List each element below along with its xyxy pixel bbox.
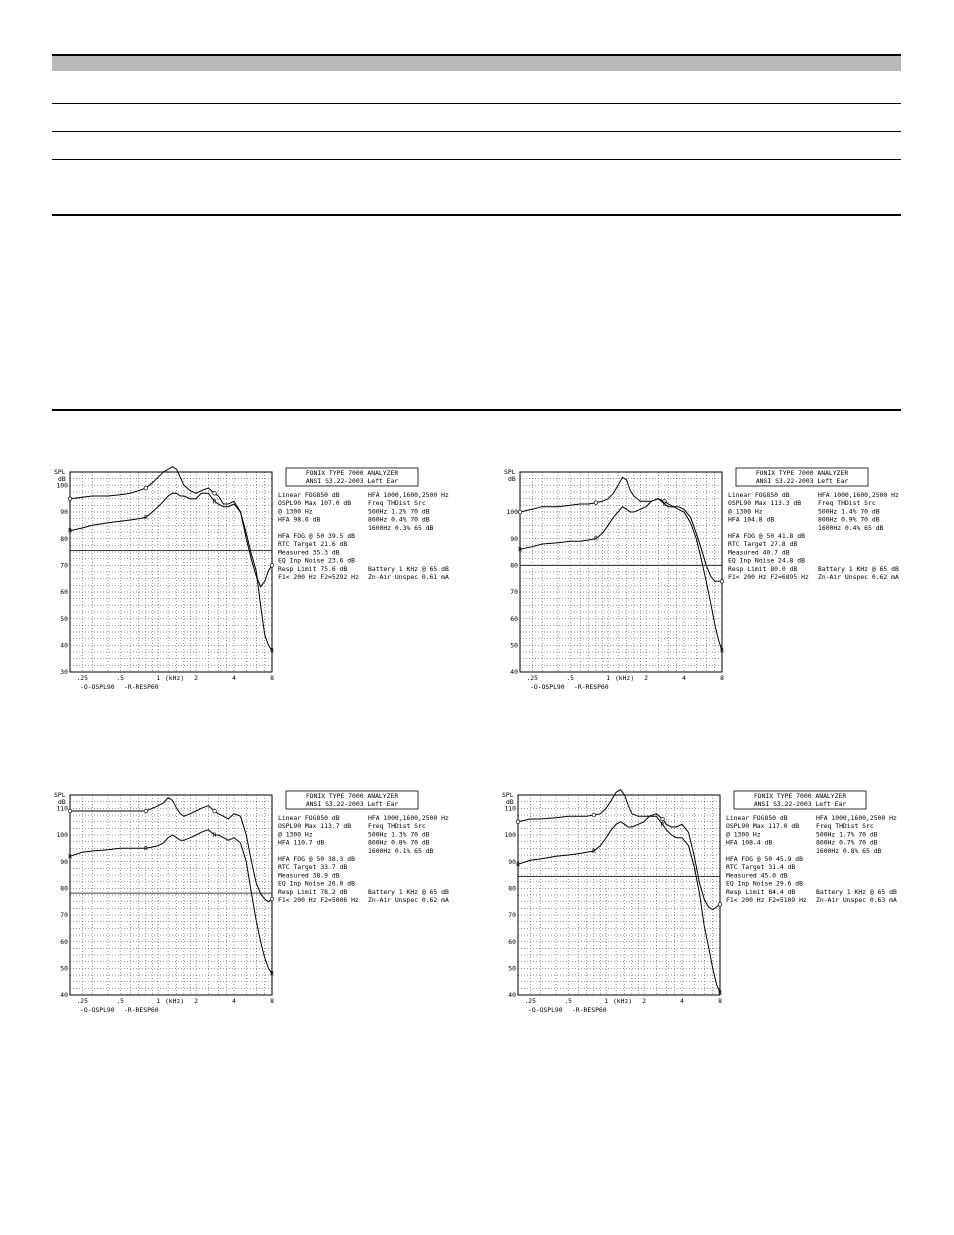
data-point-ospl90 [270,564,274,568]
table-divider [52,103,901,104]
readout-right-line: 500Hz 1.4% 70 dB [818,507,880,516]
x-tick-label: .5 [566,674,575,682]
series-ospl90-line [70,798,272,902]
readout-left-line: RTC Target 33.7 dB [278,863,348,872]
table-divider [52,159,901,160]
y-tick-label: 80 [508,884,516,893]
y-tick-label: 80 [60,884,68,893]
readout-right-line: Freq THDist Src [368,499,426,508]
y-axis-unit: dB [508,475,516,483]
data-point-resp60: R [270,970,274,978]
readout-right-line: Zn-Air Unspec 0.63 mA [816,896,897,904]
x-tick-label: 2 [642,997,647,1005]
readout-right-line: 800Hz 0.4% 70 dB [368,515,430,524]
readout-left-line: OSPL90 Max 113.7 dB [278,822,352,831]
data-point-ospl90 [661,817,665,821]
readout-right-line: 500Hz 1.3% 70 dB [368,830,430,839]
chart-panel-3 [52,789,492,1029]
y-tick-label: 30 [60,668,68,677]
data-point-resp60: R [516,861,520,869]
y-tick-label: 40 [508,991,516,1000]
analyzer-title: FONIX TYPE 7000 ANALYZER [305,469,399,477]
readout-left-line: HFA FOG @ 50 39.5 dB [278,532,355,540]
y-axis-unit: SPL [504,468,516,476]
analyzer-title: FONIX TYPE 7000 ANALYZER [755,469,849,477]
y-tick-label: 40 [510,668,518,677]
section-divider [52,214,901,216]
data-point-resp60: R [718,989,722,997]
y-tick-label: 40 [60,991,68,1000]
y-tick-label: 90 [508,857,516,866]
readout-left-line: RTC Target 27.8 dB [728,540,798,549]
data-point-resp60: R [720,647,724,655]
readout-left-line: Linear FOG850 dB [278,814,340,822]
x-tick-label: 1 [156,674,161,682]
data-point-resp60: R [144,514,148,522]
readout-left-line: RTC Target 31.4 dB [726,863,796,872]
table-header-bar [52,54,901,71]
readout-right-line: 1600Hz 0.8% 65 dB [816,846,882,855]
x-tick-label: 1 [606,674,611,682]
readout-right-line: 500Hz 1.2% 70 dB [368,507,430,516]
readout-right-line: Battery 1 KHz @ 65 dB [368,564,449,573]
readout-left-line: HFA FOG @ 50 45.9 dB [726,855,803,863]
data-point-resp60: R [68,527,72,535]
chart-panel-4 [500,789,940,1029]
readout-right-line: 1600Hz 0.3% 65 dB [368,523,434,532]
readout-left-line: HFA 110.7 dB [278,838,325,847]
x-tick-label: 8 [270,997,274,1005]
section-divider [52,409,901,411]
analyzer-subtitle: ANSI S3.22-2003 Left Ear [755,477,849,485]
readout-left-line: @ 1300 Hz [728,507,763,516]
y-axis-unit: SPL [502,791,514,799]
chart-svg-3 [52,789,492,1029]
y-tick-label: 50 [510,641,518,650]
readout-left-line: OSPL90 Max 107.0 dB [278,499,352,508]
readout-right-line: Freq THDist Src [818,499,876,508]
x-axis-unit: (kHz) [612,997,633,1005]
readout-left-line: HFA 108.4 dB [726,838,773,847]
legend-item-resp60: -R-RESP60 [124,1006,159,1014]
x-tick-label: .25 [76,674,88,682]
legend-item-ospl90: -O-OSPL90 [80,683,115,691]
analyzer-title: FONIX TYPE 7000 ANALYZER [753,792,847,800]
data-point-ospl90 [592,813,596,817]
y-tick-label: 90 [60,508,68,517]
x-tick-label: 2 [194,674,199,682]
readout-right-line: HFA 1000,1600,2500 Hz [818,491,899,499]
readout-right-line: 800Hz 0.7% 70 dB [816,838,878,847]
y-axis-unit: dB [506,798,514,806]
readout-left-line: Linear FOG850 dB [278,491,340,499]
readout-right-line: HFA 1000,1600,2500 Hz [816,814,897,822]
readout-left-line: Measured 38.9 dB [278,871,340,880]
readout-left-line: EQ Inp Noise 26.0 dB [278,879,355,888]
data-point-ospl90 [213,809,217,813]
readout-left-line: F1< 200 Hz F2=5006 Hz [278,896,359,904]
readout-right-line: 500Hz 1.7% 70 dB [816,830,878,839]
data-point-ospl90 [68,809,72,813]
y-tick-label: 70 [60,911,68,920]
x-tick-label: .5 [116,997,125,1005]
y-tick-label: 80 [510,561,518,570]
data-point-resp60: R [660,821,665,829]
readout-right-line: HFA 1000,1600,2500 Hz [368,491,449,499]
readout-left-line: HFA 98.6 dB [278,515,321,524]
data-point-ospl90 [213,492,217,496]
readout-left-line: Resp Limit 78.2 dB [278,887,348,896]
legend-item-resp60: -R-RESP60 [572,1006,607,1014]
y-tick-label: 100 [56,481,68,490]
y-tick-label: 60 [508,937,516,946]
y-tick-label: 70 [60,561,68,570]
x-tick-label: .25 [526,674,538,682]
y-axis-unit: dB [58,798,66,806]
readout-left-line: OSPL90 Max 113.3 dB [728,499,802,508]
data-point-ospl90 [144,486,148,490]
x-tick-label: 1 [604,997,609,1005]
x-axis-unit: (kHz) [614,674,635,682]
x-tick-label: 4 [232,674,236,682]
readout-right-line: Zn-Air Unspec 0.62 mA [818,573,899,581]
readout-right-line: 1600Hz 0.4% 65 dB [818,523,884,532]
data-point-ospl90 [594,501,598,505]
data-point-resp60: R [68,853,72,861]
data-point-ospl90 [718,903,722,907]
readout-left-line: Resp Limit 75.6 dB [278,564,348,573]
readout-left-line: Linear FOG850 dB [728,491,790,499]
y-axis-unit: dB [58,475,66,483]
readout-right-line: 800Hz 0.8% 70 dB [368,838,430,847]
legend-item-resp60: -R-RESP60 [124,683,159,691]
data-point-ospl90 [720,580,724,584]
y-tick-label: 100 [56,831,68,840]
chart-svg-4 [500,789,940,1029]
readout-left-line: Resp Limit 80.0 dB [728,564,798,573]
readout-right-line: Zn-Air Unspec 0.61 mA [368,573,449,581]
readout-right-line: Zn-Air Unspec 0.62 mA [368,896,449,904]
x-tick-label: 2 [194,997,199,1005]
x-tick-label: .5 [116,674,125,682]
legend-item-ospl90: -O-OSPL90 [530,683,565,691]
data-point-resp60: R [212,832,217,839]
readout-left-line: @ 1300 Hz [278,830,313,839]
x-tick-label: 2 [644,674,649,682]
readout-left-line: F1< 200 Hz F2=5109 Hz [726,896,807,904]
x-axis-unit: (kHz) [164,997,185,1005]
data-point-resp60: R [270,647,274,655]
y-tick-label: 50 [60,964,68,973]
readout-right-line: Battery 1 KHz @ 65 dB [816,887,897,896]
x-tick-label: 8 [718,997,722,1005]
x-tick-label: 8 [720,674,724,682]
x-tick-label: .5 [564,997,573,1005]
readout-left-line: Resp Limit 84.4 dB [726,887,796,896]
y-axis-unit: SPL [54,791,66,799]
legend-item-ospl90: -O-OSPL90 [80,1006,115,1014]
y-tick-label: 60 [60,937,68,946]
data-point-resp60: R [592,848,596,855]
data-point-ospl90 [518,510,522,514]
table-divider [52,131,901,132]
chart-svg-1 [52,466,492,706]
analyzer-subtitle: ANSI S3.22-2003 Left Ear [753,800,847,808]
readout-right-line: Battery 1 KHz @ 65 dB [818,564,899,573]
data-point-resp60: R [594,535,598,543]
analyzer-subtitle: ANSI S3.22-2003 Left Ear [305,477,399,485]
readout-left-line: F1< 200 Hz F2=6895 Hz [728,573,809,581]
y-tick-label: 90 [60,857,68,866]
y-tick-label: 110 [56,804,68,813]
y-tick-label: 80 [60,534,68,543]
chart-svg-2 [502,466,942,706]
y-tick-label: 110 [504,804,516,813]
y-tick-label: 100 [506,508,518,517]
readout-left-line: HFA 104.8 dB [728,515,775,524]
x-tick-label: 1 [156,997,161,1005]
readout-left-line: HFA FOG @ 50 41.8 dB [728,532,805,540]
chart-panel-2 [502,466,942,706]
y-tick-label: 100 [504,831,516,840]
readout-left-line: @ 1300 Hz [726,830,761,839]
data-point-resp60: R [518,546,522,554]
x-tick-label: 4 [682,674,686,682]
data-point-ospl90 [144,809,148,813]
data-point-resp60: R [662,501,667,508]
analyzer-subtitle: ANSI S3.22-2003 Left Ear [305,800,399,808]
y-tick-label: 60 [60,588,68,597]
x-tick-label: .25 [524,997,536,1005]
readout-left-line: RTC Target 21.6 dB [278,540,348,549]
data-point-ospl90 [68,497,72,501]
readout-right-line: Freq THDist Src [368,822,426,831]
x-tick-label: 4 [232,997,236,1005]
legend-item-resp60: -R-RESP60 [574,683,609,691]
y-tick-label: 40 [60,641,68,650]
readout-left-line: EQ Inp Noise 24.8 dB [728,556,805,565]
readout-left-line: F1< 200 Hz F2=5292 Hz [278,573,359,581]
x-tick-label: .25 [76,997,88,1005]
readout-left-line: HFA FOG @ 50 38.3 dB [278,855,355,863]
readout-left-line: Measured 35.3 dB [278,548,340,557]
x-tick-label: 4 [680,997,684,1005]
readout-left-line: Measured 40.7 dB [728,548,790,557]
analyzer-title: FONIX TYPE 7000 ANALYZER [305,792,399,800]
readout-left-line: EQ Inp Noise 23.6 dB [278,556,355,565]
data-point-resp60: R [144,845,148,853]
readout-right-line: Freq THDist Src [816,822,874,831]
readout-right-line: 800Hz 0.9% 70 dB [818,515,880,524]
series-resp60-line [518,816,720,992]
readout-left-line: Linear FOG850 dB [726,814,788,822]
y-tick-label: 90 [510,534,518,543]
y-tick-label: 60 [510,614,518,623]
readout-left-line: Measured 45.0 dB [726,871,788,880]
x-axis-unit: (kHz) [164,674,185,682]
y-tick-label: 70 [510,588,518,597]
readout-right-line: HFA 1000,1600,2500 Hz [368,814,449,822]
x-tick-label: 8 [270,674,274,682]
readout-right-line: Battery 1 KHz @ 65 dB [368,887,449,896]
y-axis-unit: SPL [54,468,66,476]
data-point-resp60: R [212,498,217,506]
y-tick-label: 50 [60,614,68,623]
readout-left-line: EQ Inp Noise 29.6 dB [726,879,803,888]
readout-right-line: 1600Hz 0.1% 65 dB [368,846,434,855]
data-point-ospl90 [516,820,520,824]
legend-item-ospl90: -O-OSPL90 [528,1006,563,1014]
readout-left-line: @ 1300 Hz [278,507,313,516]
series-ospl90-line [70,467,272,587]
data-point-ospl90 [270,897,274,901]
readout-left-line: OSPL90 Max 117.0 dB [726,822,800,831]
y-tick-label: 50 [508,964,516,973]
y-tick-label: 70 [508,911,516,920]
chart-panel-1 [52,466,492,706]
